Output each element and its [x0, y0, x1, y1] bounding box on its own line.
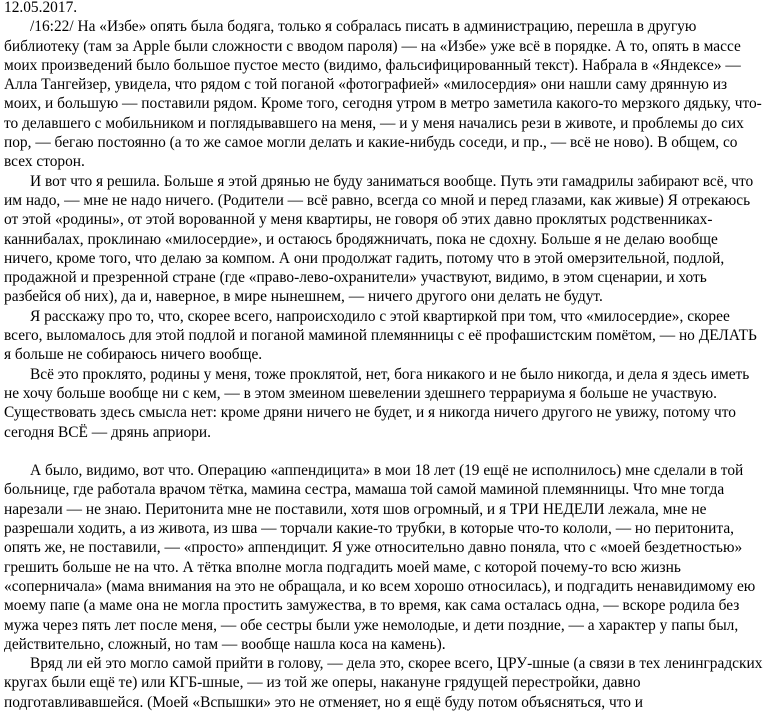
paragraph-3: Я расскажу про то, что, скорее всего, напроисходило с этой квартиркой при том, что «милосердие», скорее всего, выломалось для этой подлой и поганой маминой племянницы с её профашистским помётом, — но ДЕЛАТЬ я больше не собираюсь ничего вообще. — [4, 307, 757, 364]
paragraph-1: /16:22/ На «Избе» опять была бодяга, только я собралась писать в администрацию, перешла в другую библиотеку (там за Apple были сложности с вводом пароля) — на «Избе» уже всё в порядке. А то, опять в массе моих произведений было большое пустое место (видимо, фальсифицированный текст). Набрала в «Яндексе» — Алла Тангейзер, увидела, что рядом с той поганой «фотографией» «милосердия» они нашли саму дрянную из моих, и большую — поставили рядом. Кроме того, сегодня утром в метро заметила какого-то мерзкого дядьку, что-то делавшего с мобильником и поглядывавшего на меня, — и у меня начались рези в животе, и проблемы до сих пор, — бегаю постоянно (а то же самое могли делать и какие-нибудь соседи, и пр., — всё не ново). В общем, со всех сторон. — [4, 18, 762, 171]
document-page — [4, 0, 766, 712]
entry-date: 12.05.2017. — [4, 0, 78, 16]
paragraph-2: И вот что я решила. Больше я этой дрянью не буду заниматься вообще. Путь эти гамадрилы забирают всё, что им надо, — мне не надо ничего. (Родители — всё равно, всегда со мной и перед глазами, как живые) Я отрекаюсь от этой «родины», от этой ворованной у меня квартиры, не говоря об этих давно проклятых родственниках-каннибалах, проклинаю «милосердие», и остаюсь бродяжничать, пока не сдохну. Больше я не делаю вообще ничего, кроме того, что делаю за компом. А они продолжат гадить, потому что в этой омерзительной, подлой, продажной и презренной стране (где «право-лево-охранители» участвуют, видимо, в этом сценарии, и хоть разбейся об них), да и, наверное, в мире нынешнем, — ничего другого они делать не будут. — [4, 172, 754, 306]
paragraph-5: А было, видимо, вот что. Операцию «аппендицита» в мои 18 лет (19 ещё не исполнилось) мне сделали в той больнице, где работала врачом тётка, мамина сестра, мамаша той самой маминой племянницы. Что мне тогда нарезали — не знаю. Перитонита мне не поставили, хотя шов огромный, и я ТРИ НЕДЕЛИ лежала, мне не разрешали ходить, а из живота, из шва — торчали какие-то трубки, в которые что-то кололи, — но перитонита, опять же, не поставили, — «просто» аппендицит. Я уже относительно давно поняла, что с «моей бездетностью» грешить больше не на что. А тётка вполне могла подгадить моей маме, с которой почему-то всю жизнь «соперничала» (мама внимания на это не обращала, и ко всем хорошо относилась), и подгадить ненавидимому ею моему папе (а маме она не могла простить замужества, в то время, как сама осталась одна, — вскоре родила без мужа через пять лет после меня, — обе сестры были уже немолодые, и дети поздние, — а характер у папы был, действительно, сложный, но там — вообще нашла коса на камень). — [4, 462, 756, 653]
blank-line — [4, 442, 766, 461]
paragraph-4: Всё это проклято, родины у меня, тоже проклятой, нет, бога никакого и не было никогда, и дела я здесь иметь не хочу больше вообще ни с кем, — в этом змеином шевелении здешнего террариума я больше не участвую. Существовать здесь смысла нет: кроме дряни ничего не будет, и я никогда ничего другого не увижу, потому что сегодня ВСЁ — дрянь априори. — [4, 365, 750, 441]
paragraph-6: Вряд ли ей это могло самой прийти в голову, — дела это, скорее всего, ЦРУ-шные (а связи в тех ленинградских кругах были ещё те) или КГБ-шные, — из той же оперы, накануне грядущей перестройки, давно подготавливавшейся. (Моей «Вспышки» это не отменяет, но я ещё буду потом объясняться, что и — [4, 655, 763, 711]
